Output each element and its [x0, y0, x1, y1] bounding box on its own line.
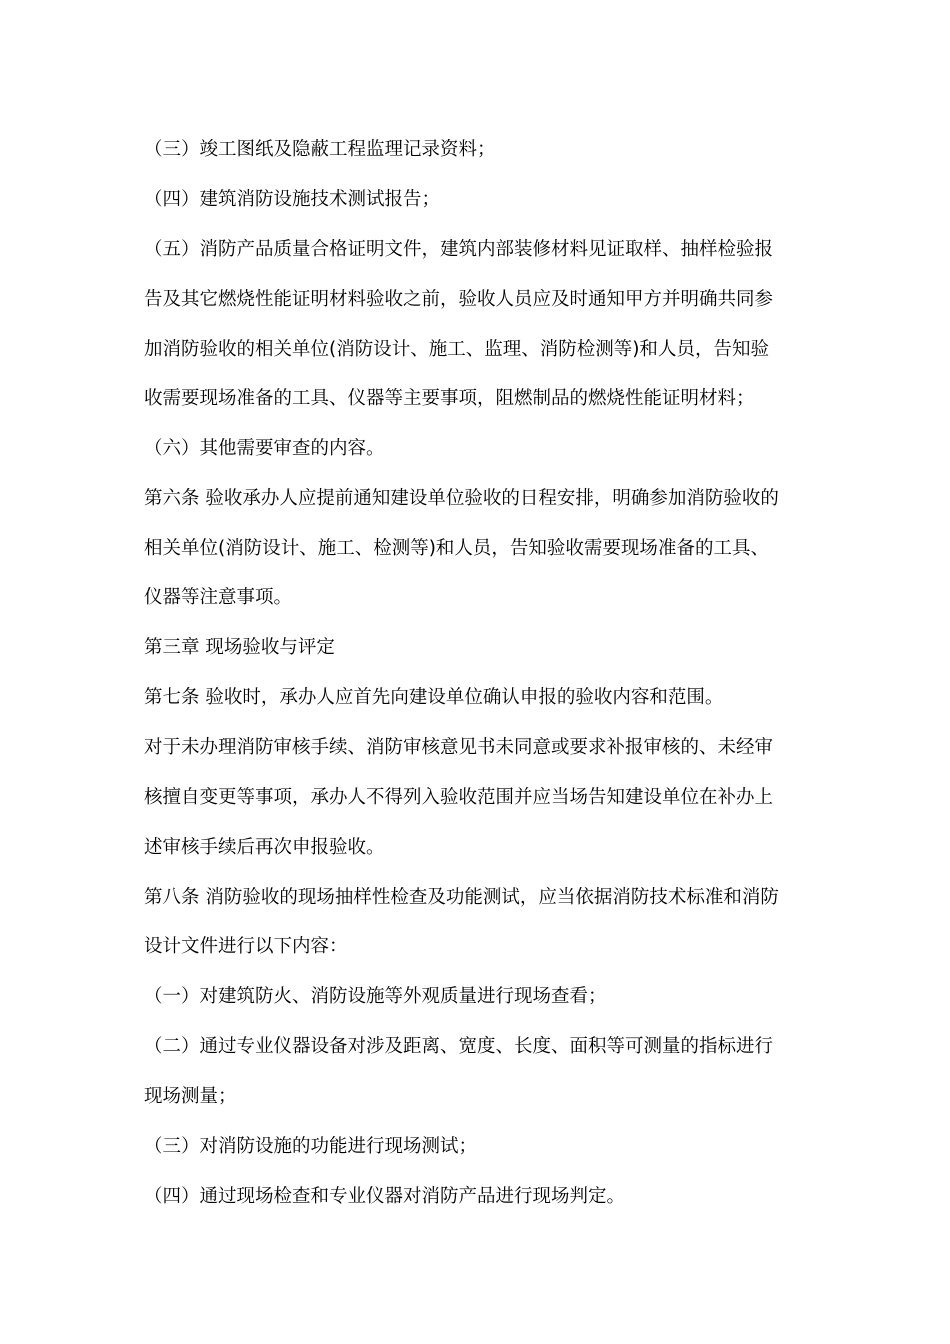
- text-line-14: 核擅自变更等事项，承办人不得列入验收范围并应当场告知建设单位在补办上: [144, 787, 774, 808]
- text-line-2: （四）建筑消防设施技术测试报告；: [144, 189, 441, 210]
- text-line-18: （一）对建筑防火、消防设施等外观质量进行现场查看；: [144, 986, 607, 1007]
- text-line-16: 第八条 消防验收的现场抽样性检查及功能测试，应当依据消防技术标准和消防: [144, 887, 779, 908]
- text-line-9: 相关单位(消防设计、施工、检测等)和人员，告知验收需要现场准备的工具、: [144, 538, 769, 559]
- text-line-12: 第七条 验收时，承办人应首先向建设单位确认申报的验收内容和范围。: [144, 687, 724, 708]
- text-line-10: 仪器等注意事项。: [144, 587, 293, 608]
- text-line-1: （三）竣工图纸及隐蔽工程监理记录资料；: [144, 139, 496, 160]
- text-line-19: （二）通过专业仪器设备对涉及距离、宽度、长度、面积等可测量的指标进行: [144, 1036, 774, 1057]
- text-line-7: （六）其他需要审查的内容。: [144, 438, 385, 459]
- text-line-22: （四）通过现场检查和专业仪器对消防产品进行现场判定。: [144, 1186, 626, 1207]
- chapter-heading: 第三章 现场验收与评定: [144, 637, 335, 658]
- text-line-5: 加消防验收的相关单位(消防设计、施工、监理、消防检测等)和人员，告知验: [144, 339, 769, 360]
- text-line-13: 对于未办理消防审核手续、消防审核意见书未同意或要求补报审核的、未经审: [144, 737, 774, 758]
- text-line-20: 现场测量；: [144, 1086, 237, 1107]
- text-line-6: 收需要现场准备的工具、仪器等主要事项，阻燃制品的燃烧性能证明材料；: [144, 388, 755, 409]
- text-line-3: （五）消防产品质量合格证明文件，建筑内部装修材料见证取样、抽样检验报: [144, 239, 774, 260]
- text-line-4: 告及其它燃烧性能证明材料验收之前，验收人员应及时通知甲方并明确共同参: [144, 289, 774, 310]
- text-line-17: 设计文件进行以下内容：: [144, 936, 348, 957]
- text-line-15: 述审核手续后再次申报验收。: [144, 837, 385, 858]
- text-line-21: （三）对消防设施的功能进行现场测试；: [144, 1136, 478, 1157]
- text-line-8: 第六条 验收承办人应提前通知建设单位验收的日程安排，明确参加消防验收的: [144, 488, 779, 509]
